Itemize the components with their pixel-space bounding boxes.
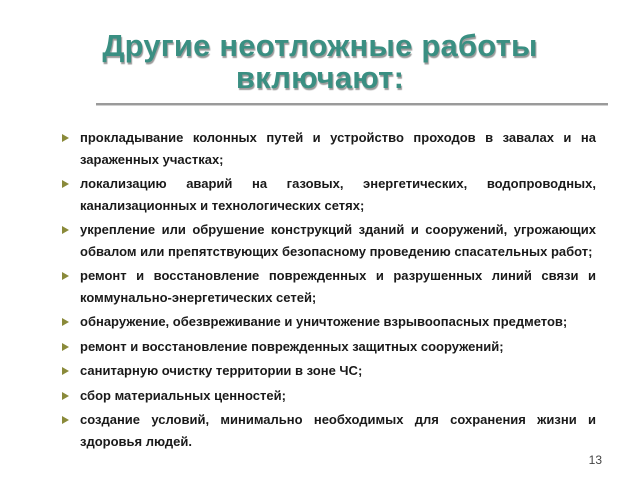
triangle-bullet-icon <box>62 180 69 188</box>
slide-title <box>40 30 600 94</box>
bullet-text: укрепление или обрушение конструкций зданий и сооружений, угрожающих обвалом или препятствующих безопасному проведению спасательных работ; <box>80 222 596 259</box>
bullet-item <box>62 173 596 216</box>
title-divider <box>96 103 608 105</box>
bullet-text: ремонт и восстановление поврежденных защитных сооружений; <box>80 338 504 354</box>
bullet-item <box>62 219 596 262</box>
bullet-item <box>62 311 596 333</box>
bullet-text: создание условий, минимально необходимых для сохранения жизни и здоровья людей. <box>80 412 596 449</box>
triangle-bullet-icon <box>62 318 69 326</box>
bullet-text: локализацию аварий на газовых, энергетических, водопроводных, канализационных и технологических сетях; <box>80 176 596 213</box>
bullet-text: сбор материальных ценностей; <box>80 387 286 403</box>
bullet-list <box>62 127 596 455</box>
slide-title-line-1: Другие неотложные работы <box>102 28 538 63</box>
triangle-bullet-icon <box>62 226 69 234</box>
triangle-bullet-icon <box>62 367 69 375</box>
bullet-text: прокладывание колонных путей и устройство проходов в завалах и на зараженных участках; <box>80 130 596 167</box>
triangle-bullet-icon <box>62 272 69 280</box>
bullet-item <box>62 409 596 452</box>
bullet-text: ремонт и восстановление поврежденных и разрушенных линий связи и коммунально-энергетических сетей; <box>80 268 596 305</box>
bullet-item <box>62 336 596 358</box>
slide-title-line-2: включают: <box>235 60 405 95</box>
bullet-item <box>62 265 596 308</box>
triangle-bullet-icon <box>62 134 69 142</box>
bullet-text: обнаружение, обезвреживание и уничтожение взрывоопасных предметов; <box>80 314 568 329</box>
page-number: 13 <box>588 453 602 467</box>
bullet-item <box>62 127 596 170</box>
triangle-bullet-icon <box>62 392 69 400</box>
bullet-text: санитарную очистку территории в зоне ЧС; <box>80 363 363 378</box>
bullet-item <box>62 385 596 407</box>
triangle-bullet-icon <box>62 416 69 424</box>
bullet-item <box>62 360 596 382</box>
triangle-bullet-icon <box>62 343 69 351</box>
